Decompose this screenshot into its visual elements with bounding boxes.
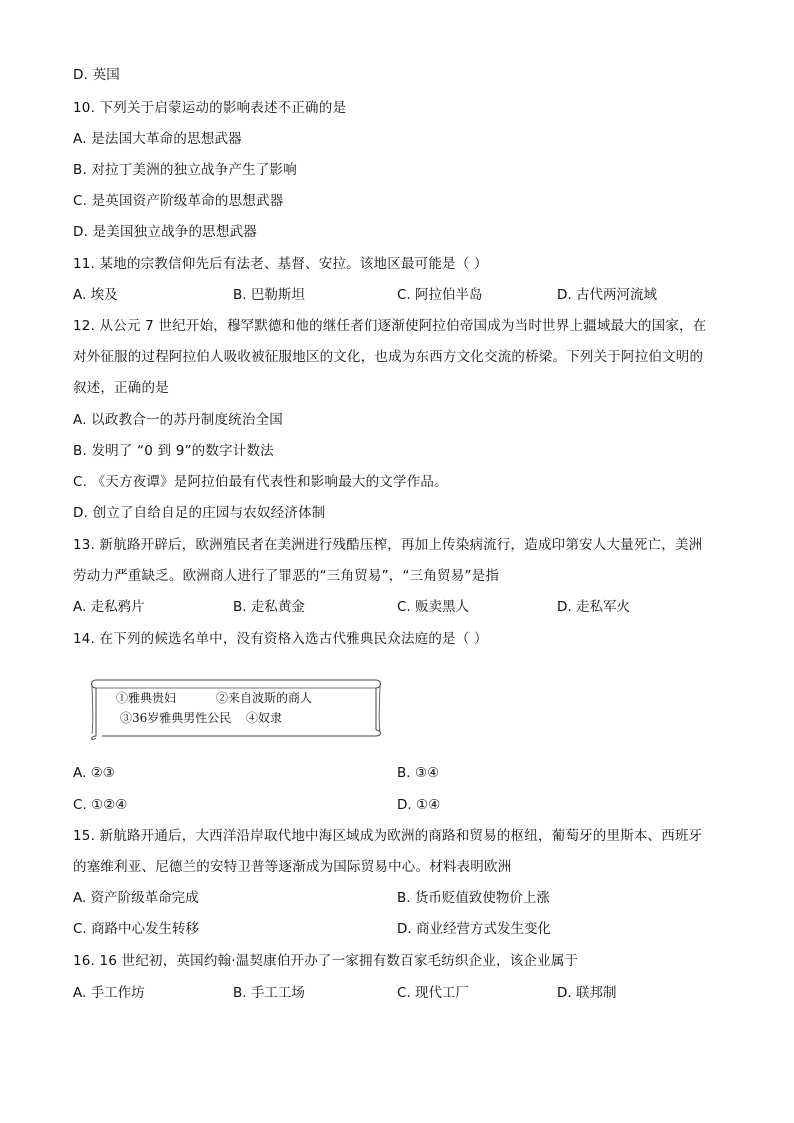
candidate-2: ②来自波斯的商人: [216, 691, 313, 705]
q13-option-d: D. 走私军火: [557, 599, 630, 615]
q12-option-d: D. 创立了自给自足的庄园与农奴经济体制: [73, 505, 326, 521]
q11-option-d: D. 古代两河流域: [557, 287, 657, 303]
candidate-1: ①雅典贵妇: [116, 691, 177, 705]
scroll-frame: [88, 676, 384, 740]
q15-option-a: A. 资产阶级革命完成: [73, 890, 199, 906]
candidate-list-scroll: [88, 676, 384, 740]
q10-option-a: A. 是法国大革命的思想武器: [73, 131, 242, 147]
q11-option-c: C. 阿拉伯半岛: [397, 287, 483, 303]
q16-option-a: A. 手工作坊: [73, 985, 145, 1001]
question-12-line-1: 12. 从公元 7 世纪开始，穆罕默德和他的继任者们逐渐使阿拉伯帝国成为当时世界上疆域最大的国家，在: [73, 318, 707, 334]
question-12-line-2: 对外征服的过程阿拉伯人吸收被征服地区的文化，也成为东西方文化交流的桥梁。下列关于阿拉伯文明的: [73, 349, 704, 365]
q14-option-a: A. ②③: [73, 765, 115, 781]
q13-option-c: C. 贩卖黑人: [397, 599, 470, 615]
q11-option-a: A. 埃及: [73, 287, 118, 303]
q16-option-c: C. 现代工厂: [397, 985, 470, 1001]
q15-option-b: B. 货币贬值致使物价上涨: [397, 890, 550, 906]
q15-option-c: C. 商路中心发生转移: [73, 921, 200, 937]
candidate-4: ④奴隶: [246, 711, 283, 725]
q10-option-c: C. 是英国资产阶级革命的思想武器: [73, 193, 284, 209]
q12-option-b: B. 发明了 “0 到 9”的数字计数法: [73, 443, 274, 459]
question-15-line-2: 的塞维利亚、尼德兰的安特卫普等逐渐成为国际贸易中心。材料表明欧洲: [73, 859, 512, 875]
question-11: 11. 某地的宗教信仰先后有法老、基督、安拉。该地区最可能是（ ）: [73, 256, 488, 272]
q13-option-b: B. 走私黄金: [233, 599, 305, 615]
question-12-line-3: 叙述，正确的是: [73, 380, 169, 396]
q9-option-d: D. 英国: [73, 67, 120, 83]
q14-option-c: C. ①②④: [73, 797, 128, 813]
question-14: 14. 在下列的候选名单中，没有资格入选古代雅典民众法庭的是（ ）: [73, 631, 488, 647]
question-13-line-2: 劳动力严重缺乏。欧洲商人进行了罪恶的“三角贸易”，“三角贸易”是指: [73, 568, 500, 584]
q12-option-c: C. 《天方夜谭》是阿拉伯最有代表性和影响最大的文学作品。: [73, 474, 448, 490]
q15-option-d: D. 商业经营方式发生变化: [397, 921, 551, 937]
q14-option-d: D. ①④: [397, 797, 441, 813]
q10-option-b: B. 对拉丁美洲的独立战争产生了影响: [73, 162, 297, 178]
question-15-line-1: 15. 新航路开通后，大西洋沿岸取代地中海区域成为欧洲的商路和贸易的枢纽，葡萄牙的里斯本、西班牙: [73, 828, 703, 844]
question-10: 10. 下列关于启蒙运动的影响表述不正确的是: [73, 100, 347, 116]
q12-option-a: A. 以政教合一的苏丹制度统治全国: [73, 412, 283, 428]
q11-option-b: B. 巴勒斯坦: [233, 287, 305, 303]
q10-option-d: D. 是美国独立战争的思想武器: [73, 224, 257, 240]
question-13-line-1: 13. 新航路开辟后，欧洲殖民者在美洲进行残酷压榨，再加上传染病流行，造成印第安人大量死亡，美洲: [73, 537, 703, 553]
q16-option-b: B. 手工工场: [233, 985, 305, 1001]
q16-option-d: D. 联邦制: [557, 985, 617, 1001]
candidate-3: ③36岁雅典男性公民: [120, 711, 232, 725]
q13-option-a: A. 走私鸦片: [73, 599, 145, 615]
question-16: 16. 16 世纪初，英国约翰·温契康伯开办了一家拥有数百家毛纺织企业，该企业属于: [73, 953, 579, 969]
q14-option-b: B. ③④: [397, 765, 440, 781]
